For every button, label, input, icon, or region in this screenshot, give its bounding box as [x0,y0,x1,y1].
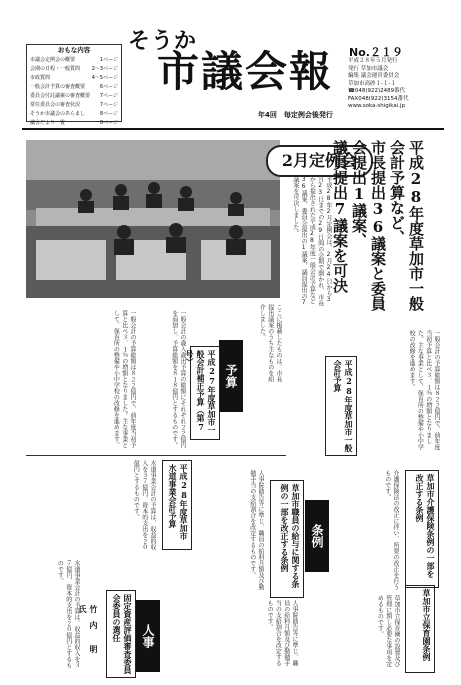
front-headline: 平成28年度草加市一般会計予算など、 市長提出36議案と委員会提出1議案、 議員提出7議案を可決 [331,140,425,311]
toc-row[interactable]: 市政質問 4～5ページ [30,75,118,81]
ordinance-text-3: 草加市立保育園の設置及び管理に関し必要な事項を定めるものです。 [376,595,400,667]
publication-info: 平成２８年５月発行 発行 草加市議会 編集 議会運営委員会 草加市高砂１-１-１ ☎048(922)2489番代 FAX048(922)3154番代 www.soka-shigikai.jp [348,58,443,111]
section-label-budget: 予算 [219,340,243,412]
toc-row[interactable]: 会期の日程・一般質問 2～3ページ [30,66,118,72]
personnel-title: 固定資産評価審査委員会委員の選任 [106,590,136,678]
lead-paragraph: 平成28年2月定例会は、2月24日から3月23日までの29日間の会期で開かれ、市長から提出された平成28年度一般会計予算など36議案、委員会提出の1議案、議員提出の7議案を可決しました。 [291,176,332,306]
ordinance-text-1: 人事院勧告等に準じ、職員の給料月額及び勤勉手当の支給割合を改定するものです。 [248,470,264,590]
ordinance-title-3: 草加市立保育園条例 [405,585,435,673]
masthead-divider [22,128,444,130]
issue-schedule: 年4回 毎定例会後発行 [258,111,333,119]
contents-box [26,44,122,126]
personnel-text: 水道事業会計の予算は、収益的収入を３７億円、資本的支出を２０億円とするものです。 [56,560,80,668]
council-chamber-photo [26,140,280,298]
intro-note: ここに掲載したものは、市長提出議案のうち主なものを紹介しました。 [258,304,282,382]
ordinance-title-2: 草加市介護保険条例の一部を改正する条例 [405,470,439,588]
toc-row[interactable]: 市議会定例会の概要 1ページ [30,57,118,63]
budget-text-2: 一般会計の予算総額は８２２億円で、前年度当初予算と比べ３．１％の増額となりました。主な事業として、保育所の整備や小中学校の改修を進めます。 [112,310,136,448]
website-link[interactable]: www.soka-shigikai.jp [348,103,406,109]
brand-top: そうか [128,28,198,54]
toc-row[interactable]: 常任委員会の審査状況 7ページ [30,102,118,108]
session-label: 2月定例会 [266,145,373,177]
toc-row[interactable]: そうか市議会のあらまし 8ページ [30,111,118,117]
brand-main: 市議会報 [157,47,334,96]
ordinance-text-2: 介護保険法の改正に伴い、所要の改正を行うものです。 [383,470,399,590]
divider [26,455,286,456]
budget-text: 一般会計の歳入歳出予算の総額にそれぞれ２２億円を追加し、予算総額を８１８億円とするものです。 [170,310,186,448]
ordinance-text-4: 人事院勧告等に準じ、職員の給料月額及び勤勉手当の支給割合を改定するものです。 [266,600,298,666]
toc-row[interactable]: 一般会計予算の審査概要 6ページ [30,84,118,90]
budget-title-2: 平成28年度草加市一般会計予算 [325,356,357,456]
contents-title: おもな内容 [57,46,91,54]
water-budget-title: 平成28年度草加市水道事業会計予算 [162,460,192,550]
section-label-ordinance: 条例 [305,500,329,572]
toc-row[interactable]: 委員会付託議案の審査概要 7ページ [30,93,118,99]
section-label-personnel: 人事 [136,600,160,672]
toc-row[interactable]: 議会だより一覧 8ページ [30,120,118,126]
personnel-name: 竹 内 明 氏 [78,605,98,661]
budget-text-3: 一般会計の予算総額は８２２億円で、前年度当初予算と比べ３．１％の増額となりました。主な事業として、保育所の整備や小中学校の改修を進めます。 [408,330,440,450]
ordinance-title-1: 草加市職員の給与に関する条例の一部を改正する条例 [270,480,304,598]
water-budget-text: 水道事業会計の予算は、収益的収入を３７億円、資本的支出を２０億円とするものです。 [132,460,156,550]
issue-number: No.２１９ [349,46,403,59]
budget-title: 平成27年度草加市一般会計補正予算（第7号） [190,346,220,440]
